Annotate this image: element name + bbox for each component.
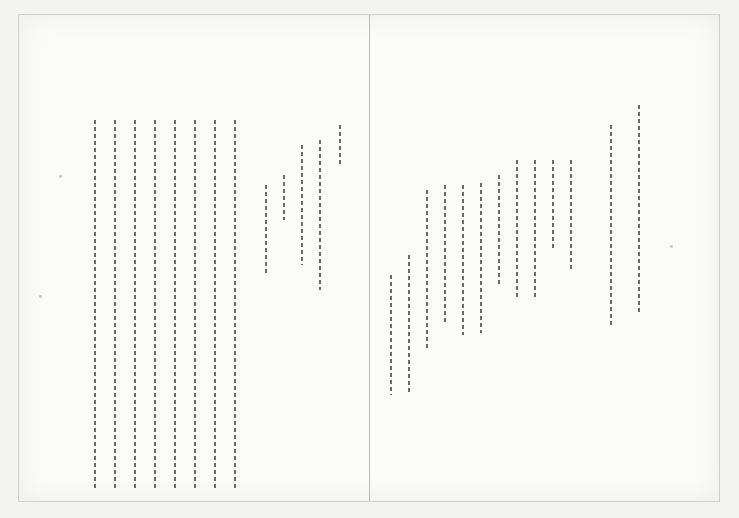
handwritten-line (194, 120, 196, 490)
handwritten-line (214, 120, 216, 490)
handwritten-line (426, 190, 428, 350)
handwritten-line (174, 120, 176, 490)
handwritten-line (265, 185, 267, 275)
handwritten-line (283, 175, 285, 220)
handwritten-line (498, 175, 500, 285)
handwritten-line (114, 120, 116, 490)
handwritten-line (480, 183, 482, 333)
paper-speck (670, 245, 673, 248)
right-page (370, 15, 719, 501)
handwritten-line (234, 120, 236, 490)
handwritten-line (534, 160, 536, 300)
handwritten-line (610, 125, 612, 325)
handwritten-line (570, 160, 572, 270)
paper-speck (39, 295, 42, 298)
handwritten-line (134, 120, 136, 490)
paper-speck (59, 175, 62, 178)
document-spread (18, 14, 720, 502)
handwritten-line (390, 275, 392, 395)
handwritten-line (638, 105, 640, 315)
handwritten-line (154, 120, 156, 490)
handwritten-line (319, 140, 321, 290)
left-page (19, 15, 370, 501)
handwritten-line (462, 185, 464, 335)
handwritten-line (339, 125, 341, 165)
handwritten-line (552, 160, 554, 250)
handwritten-line (301, 145, 303, 265)
handwritten-line (94, 120, 96, 490)
handwritten-line (444, 185, 446, 325)
handwritten-line (408, 255, 410, 395)
handwritten-line (516, 160, 518, 300)
